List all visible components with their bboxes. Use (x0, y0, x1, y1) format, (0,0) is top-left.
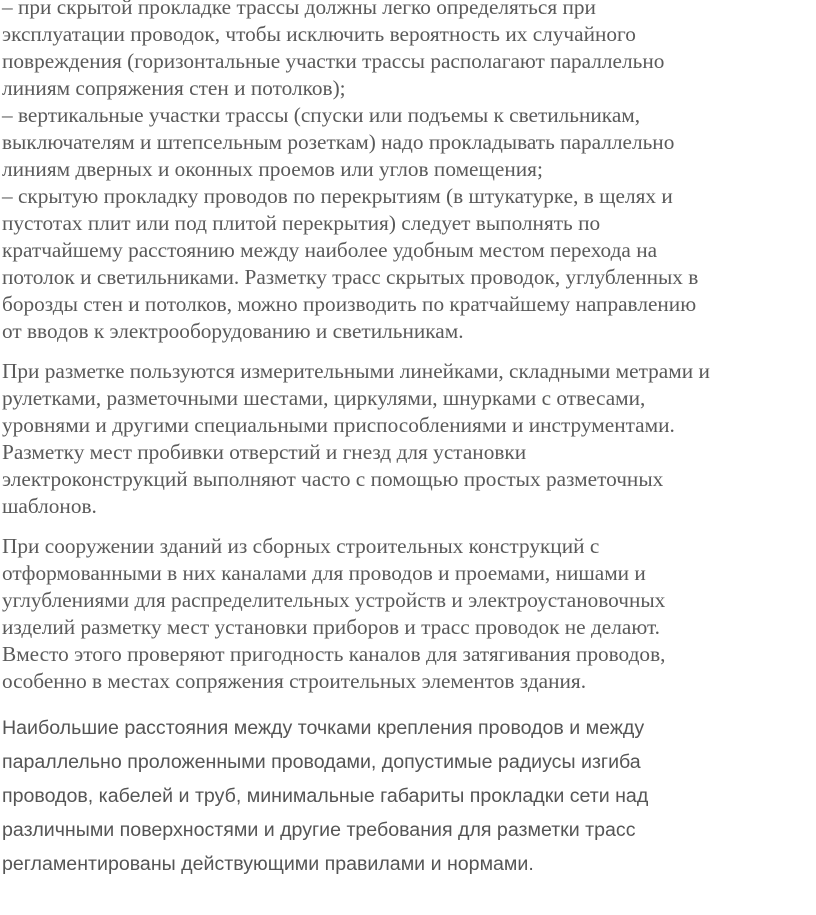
text-line: линиям дверных и оконных проемов или углов помещения; (2, 157, 543, 181)
text-line: рулетками, разметочными шестами, циркулями, шнурками с отвесами, (2, 386, 646, 410)
text-line: Наибольшие расстояния между точками крепления проводов и между (2, 717, 645, 739)
text-line: – при скрытой прокладке трассы должны легко определяться при (2, 0, 596, 19)
prefab-paragraph (2, 533, 810, 695)
text-line: При разметке пользуются измерительными линейками, складными метрами и (2, 359, 710, 383)
text-line: При сооружении зданий из сборных строительных конструкций с (2, 534, 600, 558)
text-line: углублениями для распределительных устройств и электроустановочных (2, 588, 666, 612)
text-line: пустотах плит или под плитой перекрытия) следует выполнять по (2, 211, 601, 235)
text-line: потолок и светильниками. Разметку трасс скрытых проводок, углубленных в (2, 265, 699, 289)
text-line: различными поверхностями и другие требования для разметки трасс (2, 819, 636, 841)
text-line: шаблонов. (2, 494, 97, 518)
text-line: от вводов к электрооборудованию и светильникам. (2, 319, 464, 343)
text-line: борозды стен и потолков, можно производить по кратчайшему направлению (2, 292, 697, 316)
text-line: особенно в местах сопряжения строительных элементов здания. (2, 669, 587, 693)
text-line: кратчайшему расстоянию между наиболее удобным местом перехода на (2, 238, 658, 262)
text-line: эксплуатации проводок, чтобы исключить вероятность их случайного (2, 22, 636, 46)
text-line: выключателям и штепсельным розеткам) надо прокладывать параллельно (2, 130, 675, 154)
text-line: уровнями и другими специальными приспособлениями и инструментами. (2, 413, 675, 437)
text-line: – вертикальные участки трассы (спуски или подъемы к светильникам, (2, 103, 641, 127)
text-line: регламентированы действующими правилами и нормами. (2, 853, 534, 875)
text-line: проводов, кабелей и труб, минимальные габариты прокладки сети над (2, 785, 649, 807)
list-block-paragraph (2, 0, 810, 345)
text-line: Разметку мест пробивки отверстий и гнезд для установки (2, 440, 527, 464)
text-line: линиям сопряжения стен и потолков); (2, 76, 346, 100)
text-line: параллельно проложенными проводами, допустимые радиусы изгиба (2, 751, 641, 773)
text-line: электроконструкций выполняют часто с помощью простых разметочных (2, 467, 664, 491)
rules-paragraph (2, 711, 810, 881)
text-line: повреждения (горизонтальные участки трассы располагают параллельно (2, 49, 665, 73)
text-line: отформованными в них каналами для проводов и проемами, нишами и (2, 561, 646, 585)
text-line: Вместо этого проверяют пригодность каналов для затягивания проводов, (2, 642, 666, 666)
tools-paragraph (2, 358, 810, 520)
text-line: изделий разметку мест установки приборов и трасс проводок не делают. (2, 615, 660, 639)
text-line: – скрытую прокладку проводов по перекрытиям (в штукатурке, в щелях и (2, 184, 673, 208)
